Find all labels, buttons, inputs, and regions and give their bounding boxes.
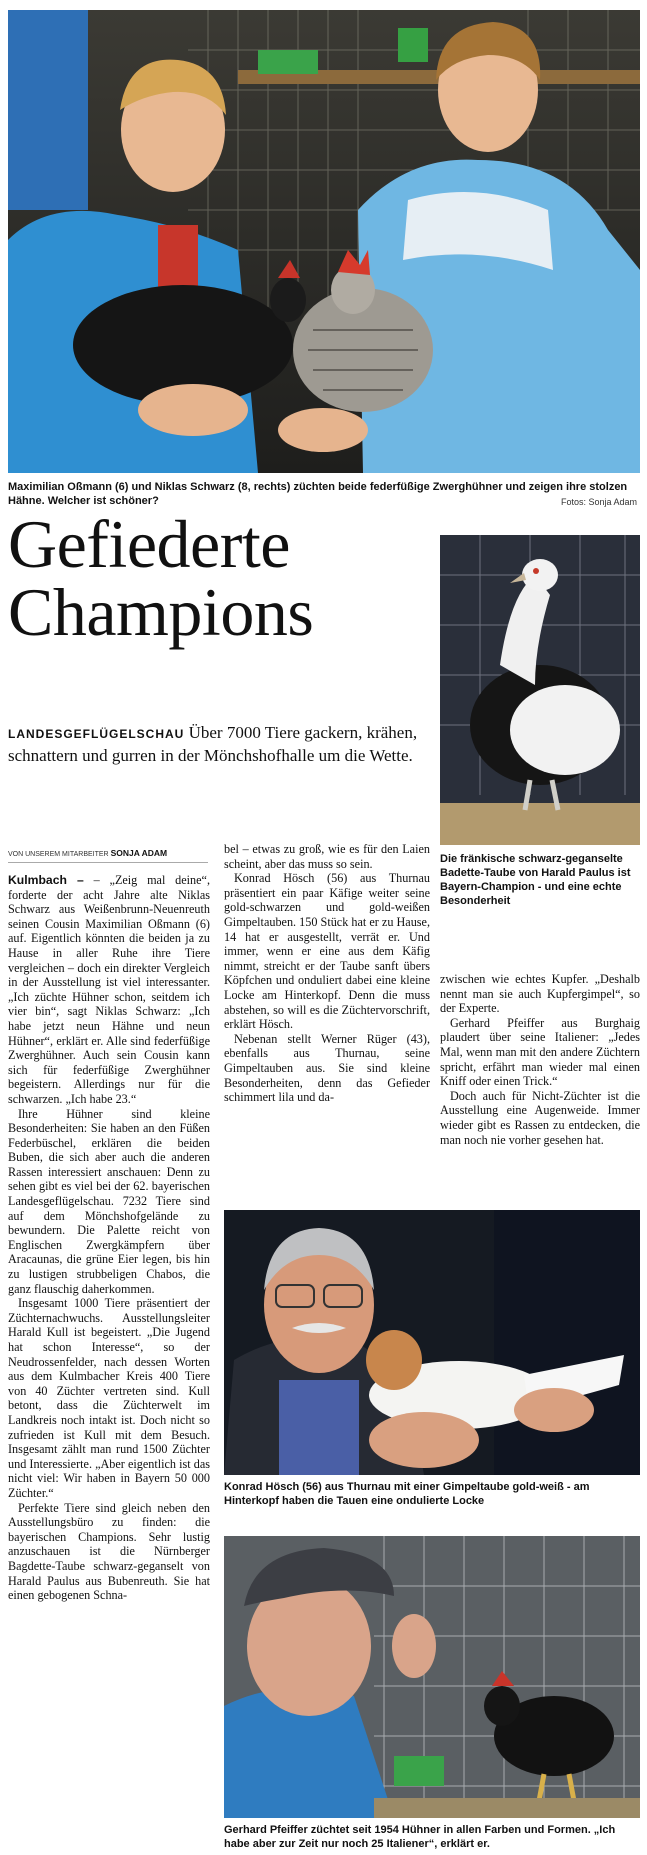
article-paragraph: zwischen wie echtes Kupfer. „Deshalb nennt man sie auch Kupfergimpel“, so der Experte.	[440, 972, 640, 1016]
article-paragraph: Nebenan stellt Werner Rüger (43), ebenfalls aus Thurnau, seine Gimpeltauben aus. Sie sind kleine Besonderheiten, denn das Gefieder schimmert lila und da-	[224, 1031, 430, 1105]
article-column-1	[8, 873, 210, 1603]
pigeon-illustration	[440, 535, 640, 845]
article-paragraph: Konrad Hösch (56) aus Thurnau präsentiert ein paar Käfige weiter seine gold-schwarzen und gold-weißen Gimpeltauben. 150 Stück hat er zu Hause, 14 hat er ausgestellt, verrät er. Und immer, wenn er eine aus dem Käfig nimmt, streicht er der Taube sanft übers Köpfchen und onduliert dabei eine kleine Locke am Hinterkopf. Denn die muss abstehen, so will es die Züchtervorschrift, erklärt Hösch.	[224, 871, 430, 1032]
kicker-tag: LANDESGEFLÜGELSCHAU	[8, 727, 185, 741]
byline-prefix: VON UNSEREM MITARBEITER	[8, 851, 109, 858]
photo-caption-hoesch: Konrad Hösch (56) aus Thurnau mit einer Gimpeltaube gold-weiß - am Hinterkopf haben die Tauen eine ondulierte Locke	[224, 1481, 590, 1507]
article-paragraph: Perfekte Tiere sind gleich neben den Ausstellungsbüro zu finden: die bayerischen Champions. Sehr lustig anzuschauen ist die Nürnberger Bagdette-Taube schwarz-geganselt von Harald Paulus aus Bubenreuth. Sie hat einen gebogenen Schna-	[8, 1500, 210, 1603]
photo-konrad-hoesch	[224, 1210, 640, 1475]
photo-pigeon	[440, 535, 640, 845]
photo-caption-boys: Maximilian Oßmann (6) und Niklas Schwarz (8, rechts) züchten beide federfüßige Zwerghühner und zeigen ihre stolzen Hähne. Welcher ist schöner?	[8, 481, 628, 507]
byline-rule	[8, 862, 208, 863]
hoesch-illustration	[224, 1210, 640, 1475]
article-paragraph: Kulmbach – – „Zeig mal deine“, forderte der acht Jahre alte Niklas Schwarz aus Weißenbrunn-Neuenreuth seinen Cousin Maximilian Oßmann (6) auf. Eigentlich könnten die beiden ja zu Hause in aller Ruhe ihre Tiere vergleichen – doch ein direkter Vergleich in der Ausstellung ist viel interessanter. „Ich züchte Hühner schon, seitdem ich vier bin“, sagt Niklas Schwarz: „Ich habe jetzt neun Hähne und neun Hühner“, erklärt er. Alle sind federfüßige Zwerghühner. Auch sein Cousin kann sich für federfüßige Zwerghühner begeistern. Allerdings nur für die schwarzen. „Ich habe 23.“	[8, 873, 210, 1106]
photo-caption-pigeon: Die fränkische schwarz-geganselte Badette-Taube von Harald Paulus ist Bayern-Champion - und eine echte Besonderheit	[440, 853, 631, 907]
headline-line-1: Gefiederte	[8, 506, 290, 582]
photo-gerhard-pfeiffer	[224, 1536, 640, 1818]
article-column-2	[224, 842, 430, 1105]
kicker-text: Über 7000 Tiere gackern, krähen, schnattern und gurren in der Mönchshofhalle um die Wette.	[8, 723, 418, 765]
kicker	[8, 722, 433, 766]
article-paragraph: Gerhard Pfeiffer aus Burghaig plaudert über seine Italiener: „Jedes Mal, wenn man mit den andere Züchtern spricht, erfährt man wieder mal einen Kniff oder einen Trick.“	[440, 1015, 640, 1089]
photo-boys-with-chickens	[8, 10, 640, 473]
headline-line-2: Champions	[8, 574, 314, 650]
article-paragraph: Ihre Hühner sind kleine Besonderheiten: Sie haben an den Füßen Federbüschel, erklären die beiden Buben, die sich aber auch die anderen Rassen interessiert anschauen: Denn zu sehen gibt es viel bei der 62. bayerischen Landesgeflügelschau. 7232 Tiere sind auf dem Mönchshofgelände zu bewundern. Die Palette reicht von Englischen Zwergkämpfern über Aracaunas, die grüne Eier legen, bis hin zu lustigen strubbeligen Chabos, die ganz flauschig daherkommen.	[8, 1106, 210, 1296]
article-paragraph: bel – etwas zu groß, wie es für den Laien scheint, aber das muss so sein.	[224, 842, 430, 871]
dateline: Kulmbach –	[8, 873, 84, 887]
photo-caption-pfeiffer: Gerhard Pfeiffer züchtet seit 1954 Hühner in allen Farben und Formen. „Ich habe aber zur Zeit nur noch 25 Italiener“, erklärt er.	[224, 1824, 616, 1850]
photo-credit: Fotos: Sonja Adam	[560, 497, 637, 507]
article-column-3	[440, 972, 640, 1147]
article-paragraph: Doch auch für Nicht-Züchter ist die Ausstellung eine Augenweide. Immer wieder gibt es Rassen zu entdecken, die man noch nie vorher gesehen hat.	[440, 1088, 640, 1147]
pfeiffer-illustration	[224, 1536, 640, 1818]
boys-chickens-illustration	[8, 10, 640, 473]
article-paragraph: Insgesamt 1000 Tiere präsentiert der Züchternachwuchs. Ausstellungsleiter Harald Kull ist begeistert. „Die Jugend hat schon Interesse“, so der Neudrossenfelder, nach dessen Worten aus dem Kulmbacher Kreis 400 Tiere von 40 Züchter vertreten sind. Kull betont, dass die Züchterwelt im Landkreis noch intakt ist. Doch nicht so zufrieden ist Kull mit dem Besuch. Insgesamt zählt man rund 1500 Züchter und Interessierte. „Aber eigentlich ist das nicht viel: Wir haben in Bayern 50 000 Züchter.“	[8, 1296, 210, 1500]
byline-author: SONJA ADAM	[110, 848, 168, 858]
headline	[8, 506, 314, 650]
byline	[8, 848, 167, 858]
